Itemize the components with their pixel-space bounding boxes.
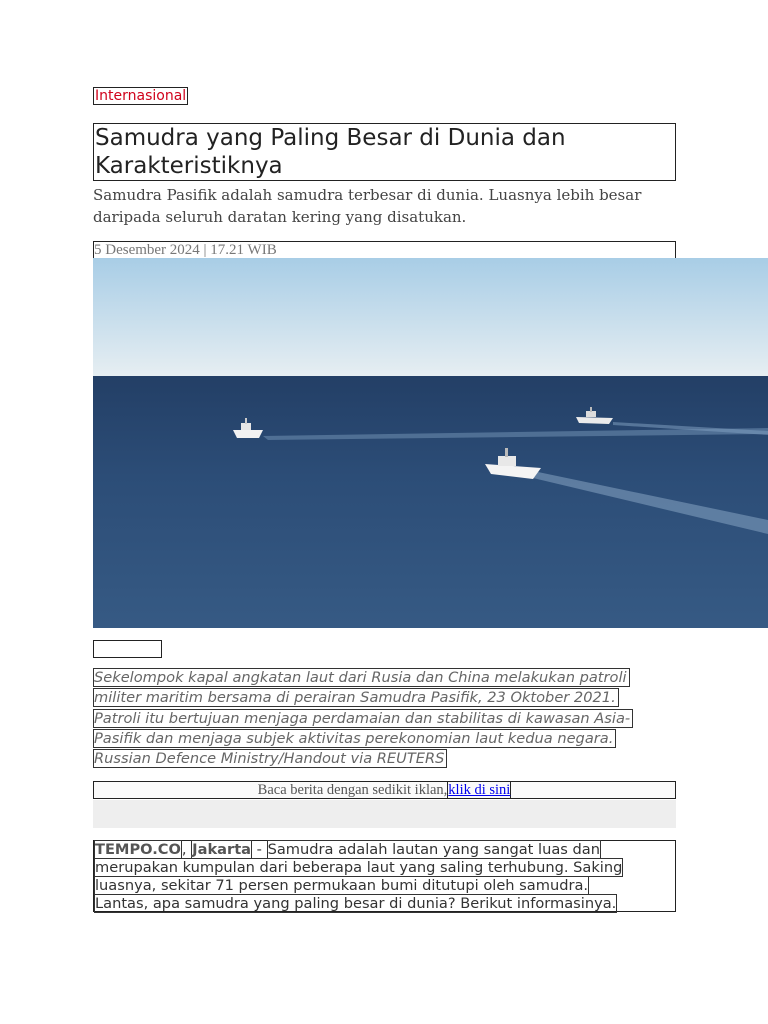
- ad-link[interactable]: klik di sini: [448, 782, 511, 798]
- comma: ,: [181, 841, 187, 858]
- ad-notice-text: Baca berita dengan sedikit iklan,: [257, 782, 448, 798]
- article-body-paragraph: [93, 840, 676, 912]
- caption-credit: Russian Defence Ministry/Handout via REUTERS: [93, 749, 447, 768]
- photo-action-button[interactable]: [93, 640, 162, 658]
- caption-line: militer maritim bersama di perairan Samudra Pasifik, 23 Oktober 2021.: [93, 688, 619, 707]
- caption-line: Pasifik dan menjaga subjek aktivitas perekonomian laut kedua negara.: [93, 729, 616, 748]
- location-name: Jakarta: [192, 841, 252, 858]
- body-line: luasnya, sekitar 71 persen permukaan bumi ditutupi oleh samudra.: [95, 877, 589, 894]
- article-lead: Samudra Pasifik adalah samudra terbesar di dunia. Luasnya lebih besar daripada seluruh daratan kering yang disatukan.: [93, 186, 642, 226]
- ad-notice-bar: [93, 781, 676, 799]
- body-line: Lantas, apa samudra yang paling besar di dunia? Berikut informasinya.: [95, 895, 617, 912]
- photo-caption: [93, 668, 676, 769]
- dash: -: [252, 841, 267, 858]
- body-line: merupakan kumpulan dari beberapa laut yang saling terhubung. Saking: [95, 859, 623, 876]
- body-line: Samudra adalah lautan yang sangat luas dan: [267, 841, 600, 858]
- ad-placeholder: [93, 800, 676, 828]
- article-photo[interactable]: [93, 258, 768, 628]
- sea-photo: [93, 258, 768, 628]
- brand-name[interactable]: TEMPO.CO: [95, 841, 181, 858]
- caption-line: Patroli itu bertujuan menjaga perdamaian dan stabilitas di kawasan Asia-: [93, 709, 633, 728]
- article-title: Samudra yang Paling Besar di Dunia dan Karakteristiknya: [93, 123, 676, 181]
- caption-line: Sekelompok kapal angkatan laut dari Rusia dan China melakukan patroli: [93, 668, 630, 687]
- category-label[interactable]: Internasional: [95, 88, 187, 104]
- publish-date: 5 Desember 2024 | 17.21 WIB: [93, 241, 676, 259]
